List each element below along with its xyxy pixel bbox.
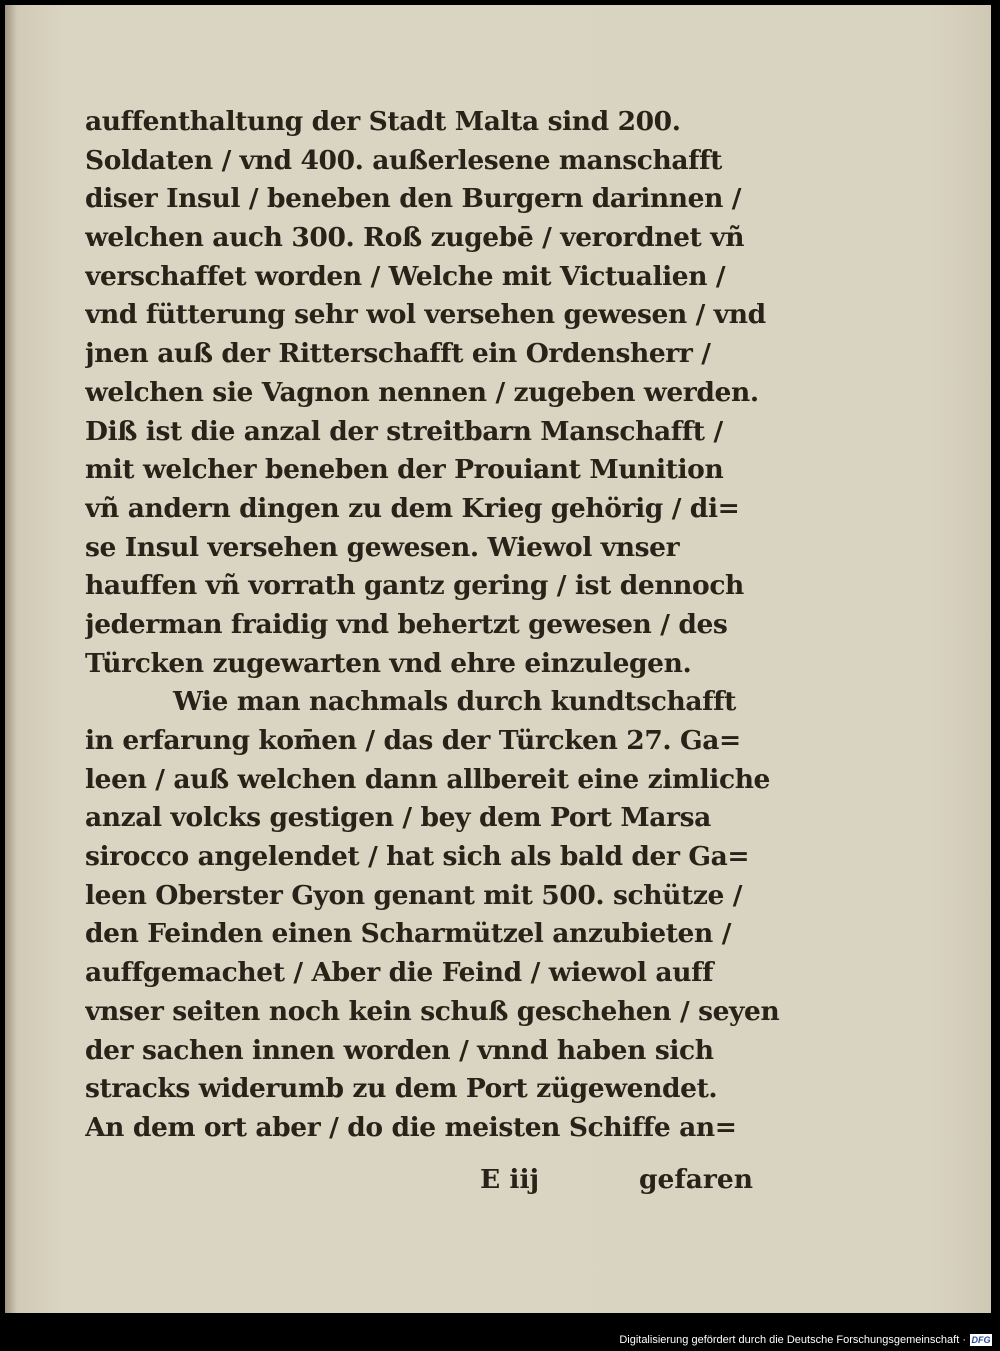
text-line: Türcken zugewarten vnd ehre einzulegen. [85, 647, 692, 679]
text-line: den Feinden einen Scharmützel anzubieten / [85, 918, 731, 950]
catchword: gefaren [638, 1164, 753, 1195]
text-line: leen Oberster Gyon genant mit 500. schütze / [85, 879, 743, 911]
text-line: mit welcher beneben der Prouiant Munition [85, 454, 724, 486]
text-line: hauffen vñ vorrath gantz gering / ist dennoch [85, 570, 744, 602]
digitization-credit-bar [0, 1330, 1000, 1351]
text-line: diser Insul / beneben den Burgern darinnen / [85, 183, 742, 215]
dfg-logo-icon: DFG [971, 1335, 991, 1345]
book-page [5, 5, 991, 1313]
paragraph-start-line: Wie man nachmals durch kundtschafft [173, 686, 736, 718]
text-line: anzal volcks gestigen / bey dem Port Marsa [85, 802, 711, 834]
text-line: Diß ist die anzal der streitbarn Manschafft / [85, 415, 723, 447]
text-line: auffgemachet / Aber die Feind / wiewol auff [85, 957, 714, 989]
text-line: Soldaten / vnd 400. außerlesene manschafft [85, 144, 722, 176]
text-line: sirocco angelendet / hat sich als bald der Ga= [85, 841, 750, 873]
text-line: verschaffet worden / Welche mit Victualien / [85, 260, 726, 292]
text-line: vñ andern dingen zu dem Krieg gehörig / di= [85, 492, 740, 524]
text-line: auffenthaltung der Stadt Malta sind 200. [85, 106, 681, 137]
text-line: jnen auß der Ritterschafft ein Ordensherr / [85, 338, 711, 370]
text-line: welchen auch 300. Roß zugebē / verordnet vñ [85, 222, 745, 254]
page-fold-shadow [5, 5, 17, 1313]
page-footer [85, 1164, 765, 1204]
text-line: vnd fütterung sehr wol versehen gewesen / vnd [85, 299, 766, 331]
text-line: der sachen innen worden / vnnd haben sich [85, 1034, 714, 1066]
text-line: stracks widerumb zu dem Port zügewendet. [85, 1073, 718, 1105]
text-line: leen / auß welchen dann allbereit eine zimliche [85, 763, 771, 795]
text-line: vnser seiten noch kein schuß geschehen / seyen [85, 995, 780, 1027]
text-line: An dem ort aber / do die meisten Schiffe an= [85, 1111, 737, 1143]
text-line: se Insul versehen gewesen. Wiewol vnser [85, 531, 680, 563]
text-line: welchen sie Vagnon nennen / zugeben werden. [85, 376, 759, 408]
text-line: in erfarung kom̄en / das der Türcken 27. Ga= [85, 725, 741, 756]
text-line: jederman fraidig vnd behertzt gewesen / des [85, 608, 728, 640]
page-text-block [85, 103, 785, 1148]
credit-text: Digitalisierung gefördert durch die Deutsche Forschungsgemeinschaft · [619, 1334, 966, 1346]
signature-mark: E iij [480, 1164, 540, 1195]
